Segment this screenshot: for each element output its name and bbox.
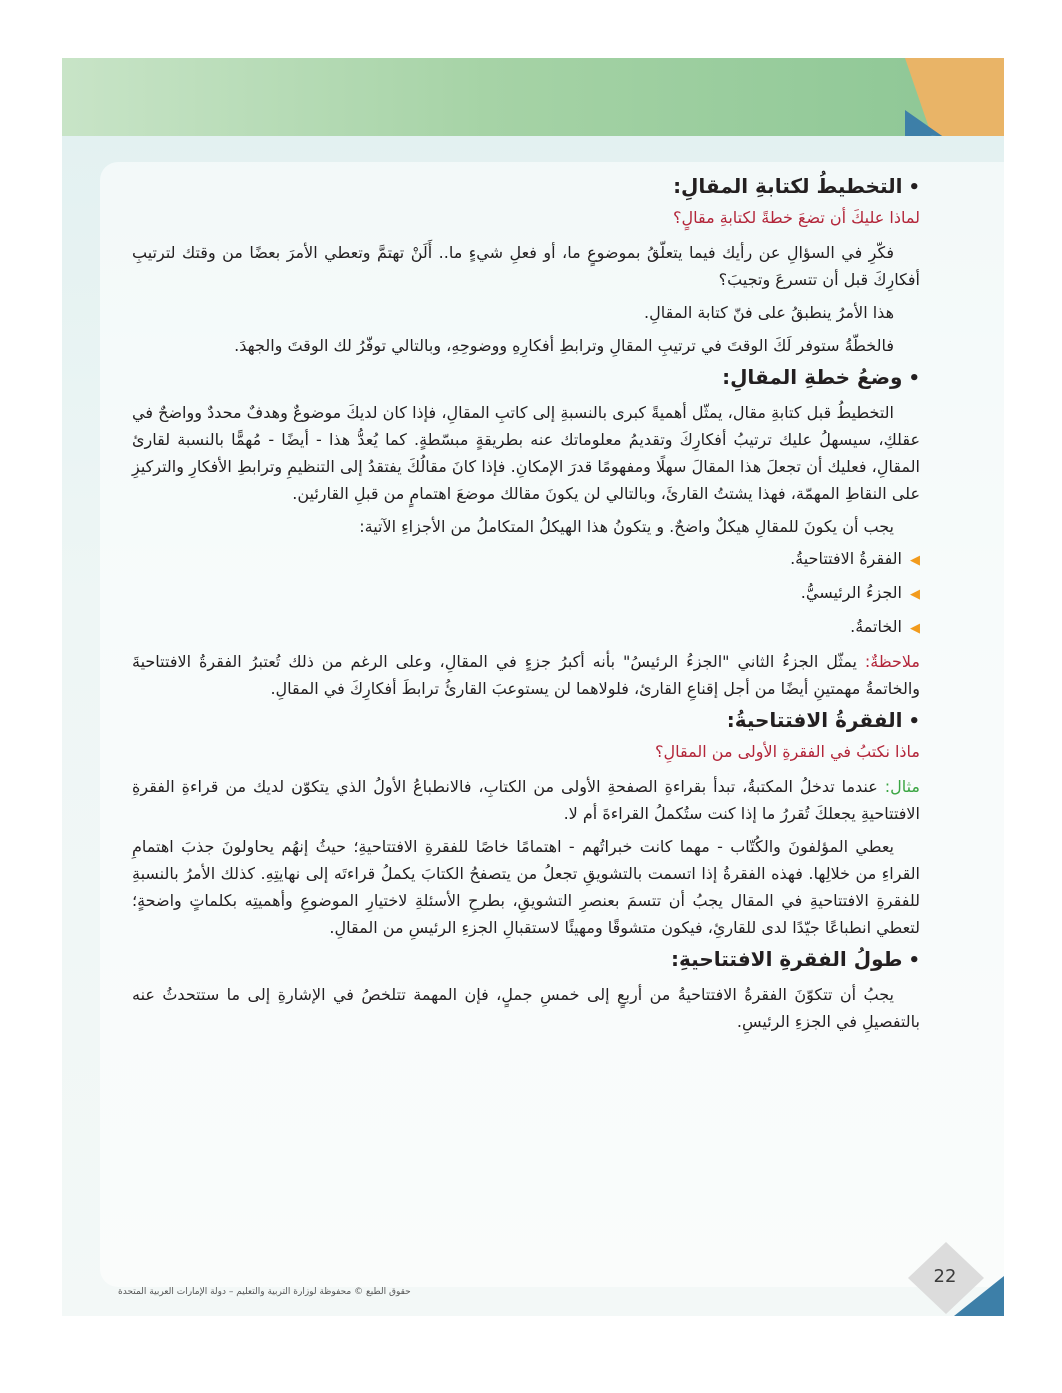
question-first-paragraph: ماذا نكتبُ في الفقرةِ الأولى من المقالِ؟	[655, 742, 920, 761]
note-label: ملاحظةٌ:	[864, 652, 920, 671]
paragraph: يعطي المؤلفونَ والكُتّاب - مهما كانت خبراتُهم - اهتمامًا خاصًا للفقرةِ الافتتاحيةِ؛ حيثُ إنهُم يحاولونَ جذبَ اهتمامِ القراءِ من خلالِها. فهذه الفقرةُ إذا اتسمت بالتشويقِ تجعلُ من يتصفحُ الكتابَ يكملُ قراءتَه إلى نهايتِهِ. كذلك الأمرُ بالنسبةِ للفقرةِ الافتتاحيةِ في المقال يجبُ أن تتسمَ بعنصرِ التشويقِ، بطرحِ الأسئلةِ لاختيارِ الموضوعِ وأهميتِه بكلماتٍ واضحةٍ؛ لتعطي انطباعًا جيّدًا لدى للقارئِ، فيكون متشوقًا ومهيئًا لاستقبالِ الجزءِ الرئيسِ من المقالِ.	[132, 837, 920, 937]
list-item: ◀الجزءُ الرئيسيُّ.	[800, 583, 920, 602]
heading-making-plan: •وضعُ خطةِ المقالِ:	[722, 365, 920, 389]
heading-opening-paragraph: •الفقرةُ الافتتاحيةُ:	[726, 708, 920, 732]
page-number: 22	[933, 1266, 957, 1287]
triangle-bullet-icon: ◀	[910, 621, 920, 636]
list-item: ◀الخاتمةُ.	[850, 617, 920, 636]
heading-opening-length: •طولُ الفقرةِ الافتتاحيةِ:	[671, 947, 920, 971]
paragraph: هذا الأمرُ ينطبقُ على فنّ كتابة المقالِ.	[644, 303, 894, 322]
example-label: مثال:	[884, 777, 920, 796]
copyright-notice: حقوق الطبع © محفوظة لوزارة التربية والتعليم – دولة الإمارات العربية المتحدة	[118, 1287, 411, 1297]
paragraph: التخطيطُ قبل كتابةِ مقال، يمثّل أهميةً كبرى بالنسبةِ إلى كاتبِ المقالِ، فإذا كان لديكَ موضوعٌ وهدفٌ محددٌ وواضحٌ في عقلكِ، سيسهلُ عليك ترتيبُ أفكارِكَ وتقديمُ معلوماتك عنه بطريقةٍ مبسّطةٍ. كما يُعدُّ هذا - أيضًا - مُهمًّا بالنسبة لقارئ المقالِ، فعليك أن تجعلَ هذا المقالَ سهلًا ومفهومًا قدرَ الإمكانِ. فإذا كانَ مقالُكَ يفتقدُ إلى التنظيمِ وترابطِ الأفكارِ والتركيزِ على النقاطِ المهمّة، فهذا يشتتُ القارئَ، وبالتالي لن يكونَ مقالك موضعَ اهتمامٍ من قبلِ القارئين.	[132, 403, 920, 503]
example-paragraph: مثال: عندما تدخلُ المكتبةُ، تبدأ بقراءةِ الصفحةِ الأولى من الكتابِ، فالانطباعُ الأولُ الذي يتكوّن لديك من قراءةِ الفقرةِ الافتتاحيةِ يجعلكَ تُقررُ ما إذا كنت ستُكملُ القراءةَ أم لا.	[132, 777, 920, 823]
article-content	[132, 168, 920, 1041]
paragraph: فالخطّةُ ستوفر لَكَ الوقتَ في ترتيبِ المقالِ وترابطِ أفكارِهِ ووضوحِهِ، وبالتالي توفّرُ لك الوقتَ والجهدَ.	[234, 336, 894, 355]
paragraph: يجبُ أن تتكوّنَ الفقرةُ الافتتاحيةُ من أربعٍ إلى خمسِ جملٍ، فإن المهمة تتلخصُ في الإشارةِ إلى ما ستتحدثُ عنه بالتفصيلِ في الجزءِ الرئيسِ.	[132, 985, 920, 1031]
heading-planning: •التخطيطُ لكتابةِ المقالِ:	[673, 174, 920, 198]
note-paragraph: ملاحظةٌ: يمثّل الجزءُ الثاني "الجزءُ الرئيسُ" بأنه أكبرُ جزءٍ في المقالِ، وعلى الرغم من ذلك تُعتبرُ الفقرةُ الافتتاحيةَ والخاتمةُ مهمتينِ أيضًا من أجل إقناعِ القارئ، فلولاهما لن يستوعبَ القارئُ ترابطَ أفكارِكَ في المقالِ.	[132, 652, 920, 698]
question-why-plan: لماذا عليكَ أن تضعَ خطةً لكتابةِ مقالٍ؟	[673, 208, 920, 227]
paragraph: يجب أن يكونَ للمقالِ هيكلٌ واضحٌ. و يتكونُ هذا الهيكلُ المتكاملُ من الأجزاءِ الآتية:	[359, 517, 894, 536]
triangle-bullet-icon: ◀	[910, 587, 920, 602]
list-item: ◀الفقرةُ الافتتاحيةُ.	[790, 549, 920, 568]
triangle-bullet-icon: ◀	[910, 553, 920, 568]
paragraph: فكّرِ في السؤالِ عن رأيك فيما يتعلّقُ بموضوعٍ ما، أو فعلِ شيءٍ ما.. أَلَنْ تهتمَّ وتعطي الأمرَ بعضًا من وقتك لترتيبِ أفكارِكَ قبل أن تتسرعَ وتجيبَ؟	[132, 243, 920, 289]
